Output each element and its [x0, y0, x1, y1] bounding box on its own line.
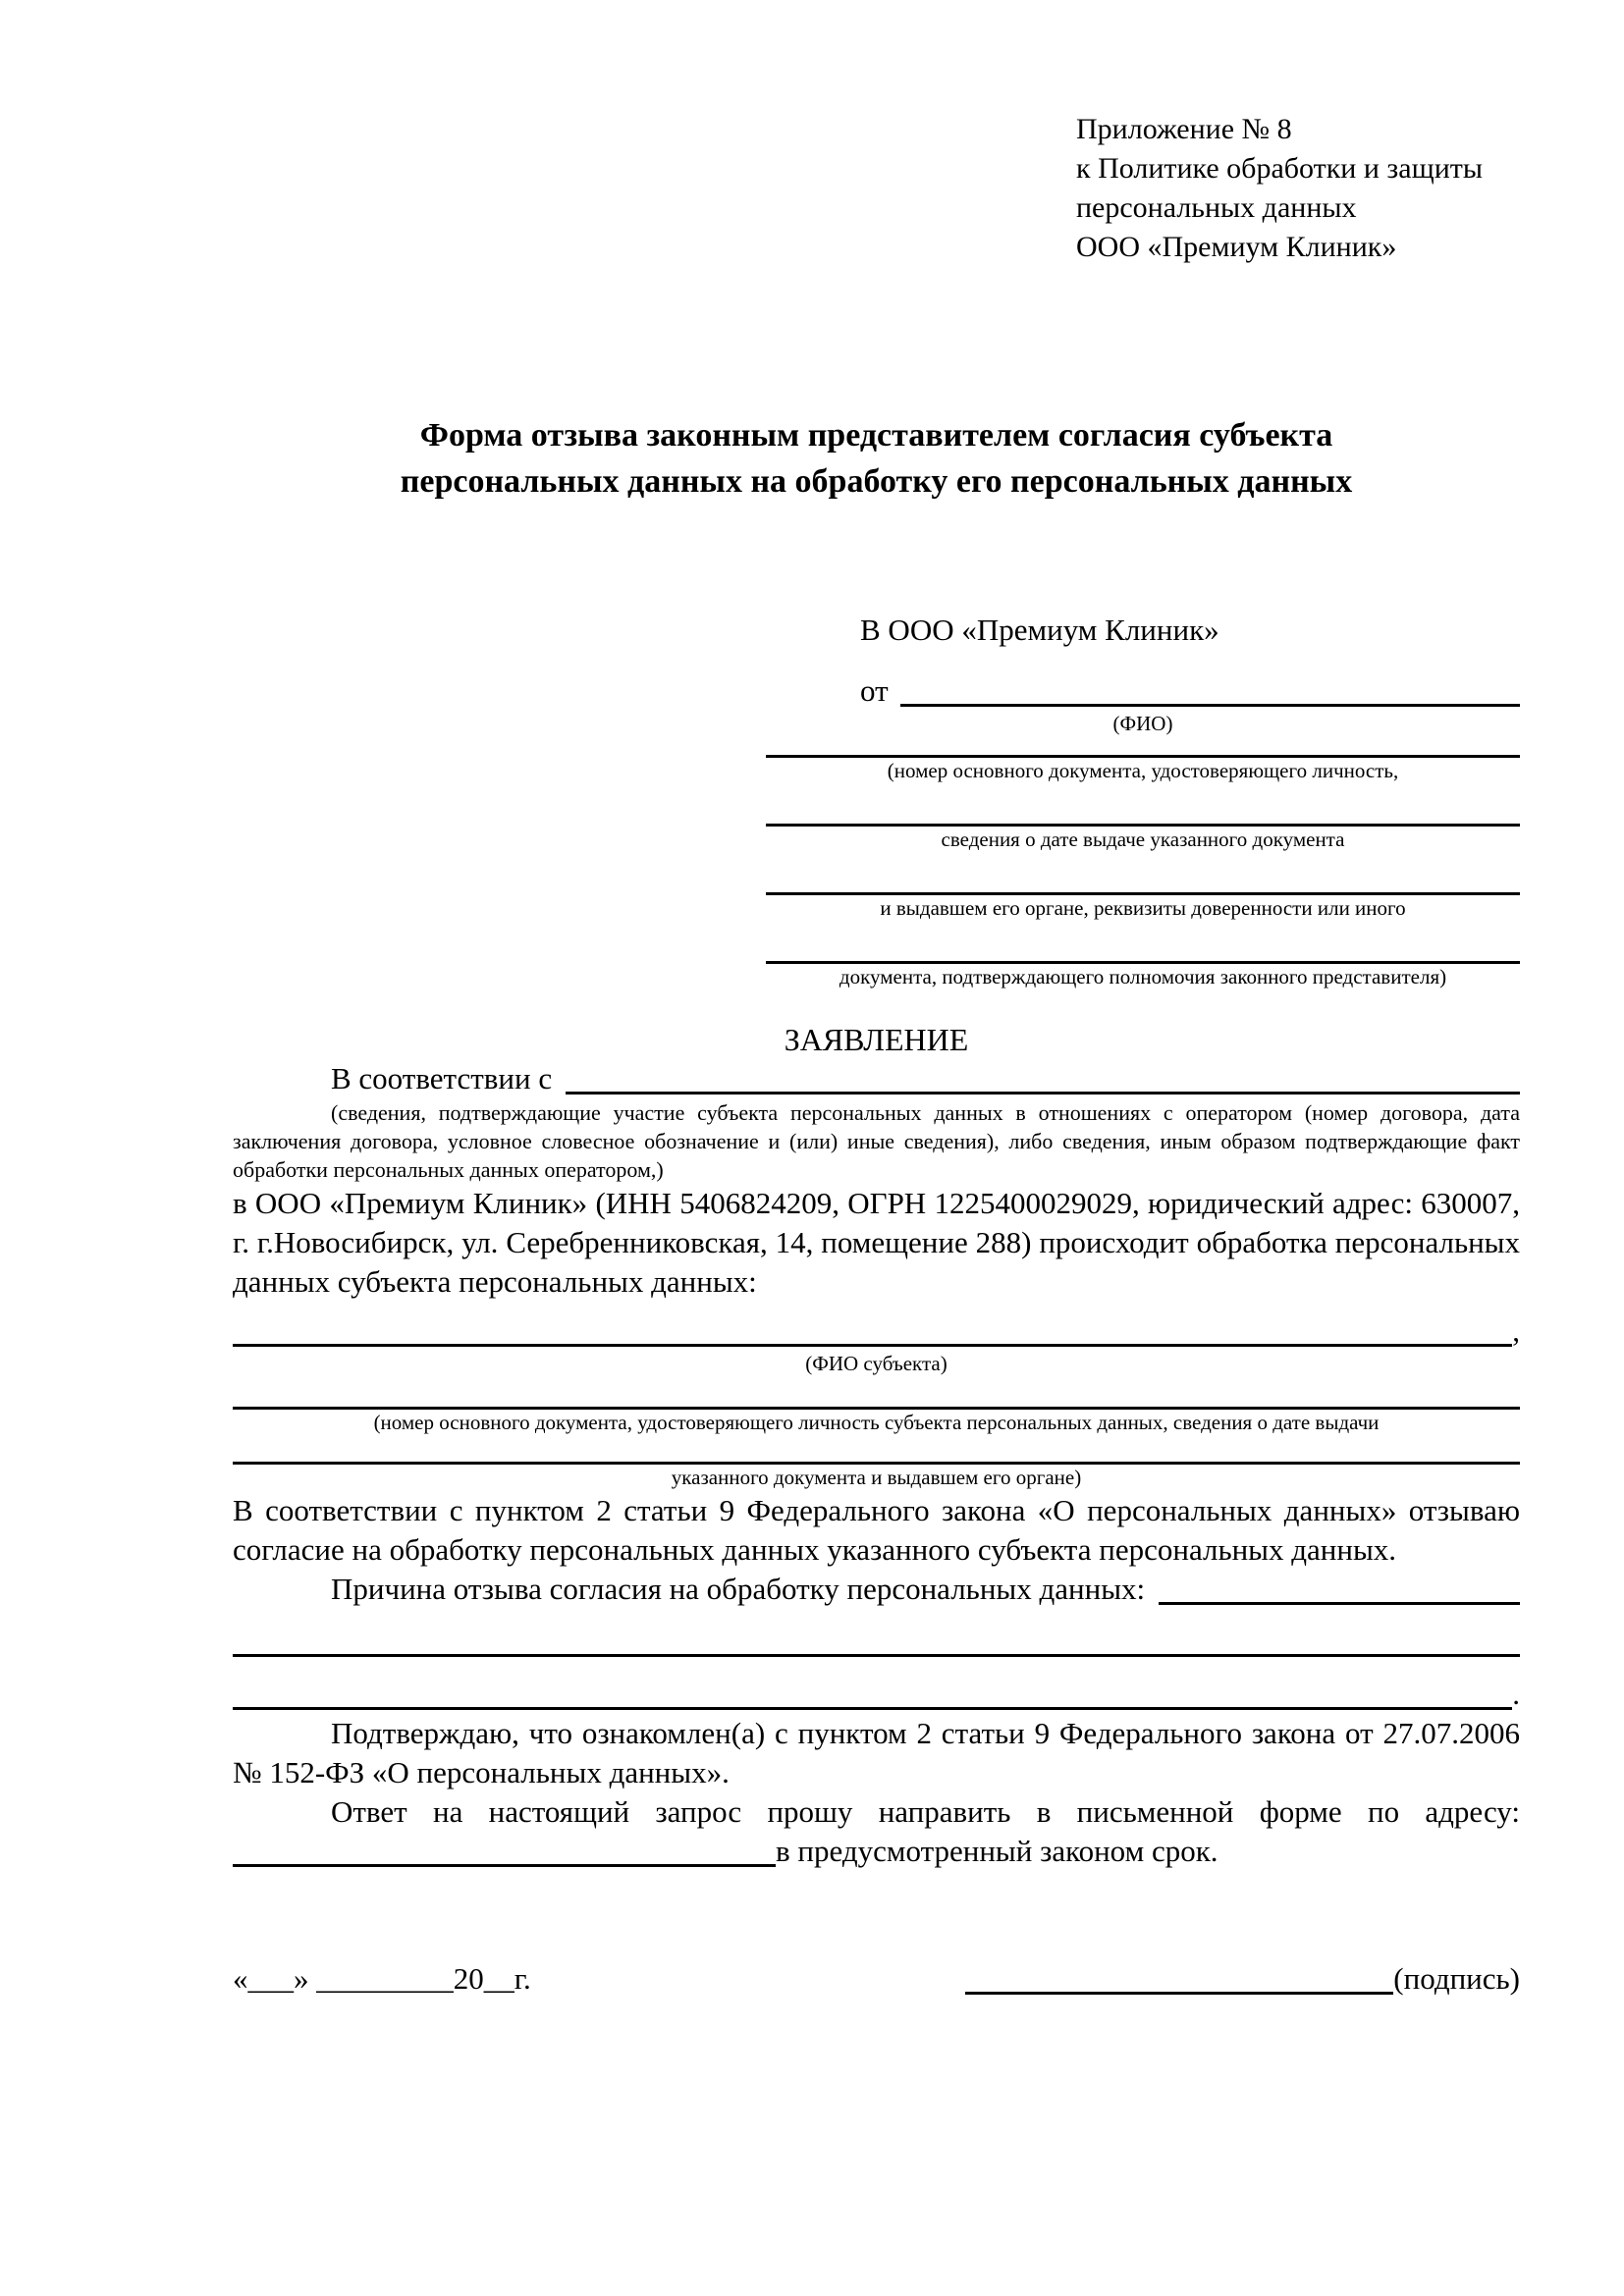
signature-group [965, 1959, 1520, 1999]
blank-line [233, 1654, 1520, 1657]
addressee-to: В ООО «Премиум Клиник» [860, 613, 1219, 647]
reply-tail: в предусмотренный законом срок. [776, 1834, 1218, 1868]
appendix-block [1076, 110, 1520, 267]
reply-paragraph: Ответ на настоящий запрос прошу направить в письменной форме по адресу: [331, 1794, 1520, 1829]
subject-doc-field [233, 1407, 1520, 1436]
addressee-field [766, 755, 1520, 784]
addressee-field [766, 824, 1520, 853]
statement-heading: ЗАЯВЛЕНИЕ [784, 1022, 969, 1057]
blank-line-fio [900, 671, 1520, 707]
appendix-line: Приложение № 8 [1076, 113, 1292, 145]
footer-row [233, 1959, 1520, 1999]
subject-doc-field [233, 1462, 1520, 1491]
subject-comma: , [1512, 1313, 1520, 1348]
field-caption: (номер основного документа, удостоверяющего личность, [887, 759, 1399, 782]
subject-fio-row [233, 1311, 1520, 1351]
reason-row [233, 1570, 1520, 1609]
blank-line-reason [1159, 1570, 1520, 1605]
appendix-line: персональных данных [1076, 191, 1357, 224]
reason-label: Причина отзыва согласия на обработку персональных данных: [331, 1572, 1146, 1606]
operator-paragraph: в ООО «Премиум Клиник» (ИНН 5406824209, ОГРН 1225400029029, юридический адрес: 630007, г. г.Новосибирск, ул. Серебренниковская, 14, помещение 288) происходит обработка персональных данных субъекта персональных данных: [233, 1186, 1520, 1299]
blank-line [233, 1675, 1512, 1710]
addressee-block [766, 611, 1520, 990]
field-caption: документа, подтверждающего полномочия законного представителя) [839, 965, 1447, 988]
addressee-field [766, 961, 1520, 990]
accordance-note: (сведения, подтверждающие участие субъекта персональных данных в отношениях с оператором (номер договора, дата заключения договора, условное словесное обозначение и (или) иные сведения), либо сведения, иным образом подтверждающие факт обработки персональных данных оператором,) [233, 1100, 1520, 1182]
appendix-line: ООО «Премиум Клиник» [1076, 231, 1397, 263]
blank-line-accordance [566, 1059, 1520, 1095]
subject-doc-caption-1: (номер основного документа, удостоверяющего личность субъекта персональных данных, сведения о дате выдачи [373, 1411, 1380, 1434]
subject-doc-caption-2: указанного документа и выдавшем его органе) [671, 1466, 1082, 1489]
signature-caption: (подпись) [1393, 1961, 1520, 1996]
field-caption: сведения о дате выдаче указанного документа [941, 828, 1345, 851]
signature-line [965, 1959, 1393, 1995]
addressee-field [766, 892, 1520, 922]
accordance-row [233, 1059, 1520, 1098]
accordance-label: В соответствии с [331, 1061, 553, 1095]
confirmation-paragraph: Подтверждаю, что ознакомлен(а) с пунктом 2 статьи 9 Федерального закона от 27.07.2006 № 152-ФЗ «О персональных данных». [233, 1716, 1520, 1789]
document-title: Форма отзыва законным представителем согласия субъекта персональных данных на обработку его персональных данных [400, 417, 1353, 500]
withdrawal-paragraph: В соответствии с пунктом 2 статьи 9 Федерального закона «О персональных данных» отзываю согласие на обработку персональных данных указанного субъекта персональных данных. [233, 1493, 1520, 1567]
from-label: от [860, 673, 889, 708]
addressee-from-row [766, 671, 1520, 711]
blank-line-address [233, 1832, 776, 1867]
reply-address-row [233, 1832, 1520, 1871]
field-caption: и выдавшем его органе, реквизиты доверенности или иного [880, 896, 1406, 920]
blank-line-subject-fio [233, 1311, 1512, 1347]
subject-fio-caption: (ФИО субъекта) [805, 1352, 947, 1375]
fio-caption: (ФИО) [1112, 712, 1173, 735]
reason-period: . [1512, 1677, 1520, 1711]
reason-end-row [233, 1675, 1520, 1714]
date-line: «___» _________20__г. [233, 1961, 531, 1996]
appendix-line: к Политике обработки и защиты [1076, 152, 1484, 185]
